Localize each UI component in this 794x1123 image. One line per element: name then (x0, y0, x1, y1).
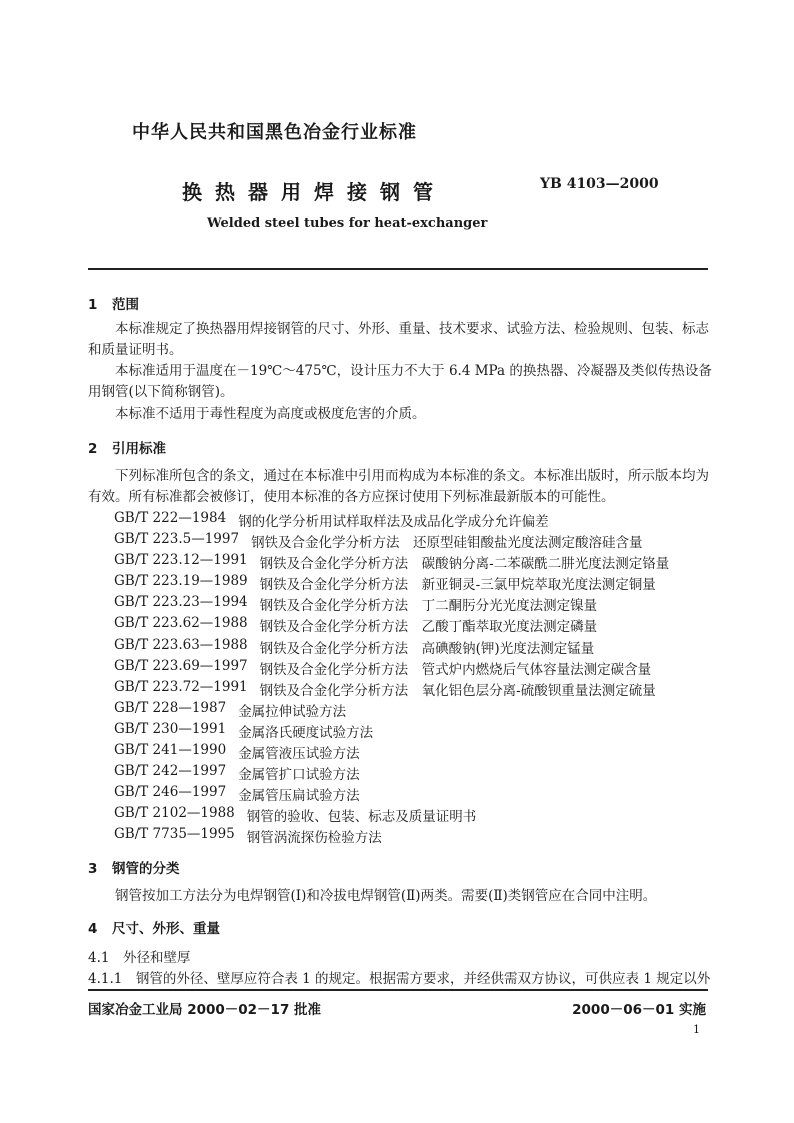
reference-code: GB/T 230—1991 (114, 720, 227, 737)
section-1-paragraph-2: 本标准适用于温度在－19℃～475℃，设计压力不大于 6.4 MPa 的换热器、冷凝器及类似传热设备用钢管(以下简称钢管)。 (88, 363, 712, 400)
section-1-title: 范围 (112, 297, 139, 313)
reference-code: GB/T 223.23—1994 (114, 594, 248, 611)
english-title: Welded steel tubes for heat-exchanger (207, 216, 488, 231)
reference-code: GB/T 223.12—1991 (114, 552, 248, 569)
reference-row (114, 721, 669, 742)
reference-code: GB/T 2102—1988 (114, 805, 235, 822)
section-3-heading (88, 857, 180, 877)
reference-row (114, 658, 669, 679)
reference-title: 钢铁及合金化学分析方法 碳酸钠分离-二苯碳酰二肼光度法测定铬量 (259, 556, 670, 573)
reference-title: 钢管的验收、包装、标志及质量证明书 (246, 809, 477, 826)
reference-row (114, 700, 669, 721)
section-4-title: 尺寸、外形、重量 (112, 921, 220, 937)
reference-code: GB/T 223.72—1991 (114, 678, 248, 695)
section-2-number: 2 (88, 441, 98, 457)
reference-row (114, 679, 669, 700)
reference-title: 钢的化学分析用试样取样法及成品化学成分允许偏差 (238, 514, 549, 530)
section-1-paragraph-3: 本标准不适用于毒性程度为高度或极度危害的介质。 (115, 406, 426, 422)
header-divider (88, 268, 708, 270)
reference-row (114, 742, 669, 763)
reference-list (114, 510, 669, 848)
section-4-heading (88, 917, 220, 937)
effective-date: 2000－06－01 实施 (572, 1002, 706, 1018)
reference-code: GB/T 241—1990 (114, 742, 227, 759)
reference-row (114, 594, 669, 615)
section-1-paragraph-1: 本标准规定了换热器用焊接钢管的尺寸、外形、重量、技术要求、试验方法、检验规则、包装、标志和质量证明书。 (88, 321, 709, 358)
section-3-paragraph-1: 钢管按加工方法分为电焊钢管(Ⅰ)和冷拔电焊钢管(Ⅱ)两类。需要(Ⅱ)类钢管应在合同中注明。 (115, 888, 657, 904)
reference-title: 钢铁及合金化学分析方法 高碘酸钠(钾)光度法测定锰量 (259, 640, 595, 657)
reference-code: GB/T 223.5—1997 (114, 531, 240, 548)
reference-title: 钢铁及合金化学分析方法 还原型硅钼酸盐光度法测定酸溶硅含量 (251, 535, 643, 552)
footer-divider (88, 989, 708, 991)
reference-row (114, 615, 669, 636)
reference-code: GB/T 222—1984 (114, 510, 227, 526)
reference-title: 金属管液压试验方法 (238, 746, 360, 763)
subsection-4-1-title: 外径和壁厚 (122, 950, 191, 966)
reference-title: 钢铁及合金化学分析方法 丁二酮肟分光光度法测定镍量 (259, 598, 598, 615)
section-3-number: 3 (88, 861, 98, 877)
section-2-paragraph-1: 下列标准所包含的条文，通过在本标准中引用而构成为本标准的条文。本标准出版时，所示版本均为有效。所有标准都会被修订，使用本标准的各方应探讨使用下列标准最新版本的可能性。 (88, 468, 709, 505)
reference-title: 金属管扩口试验方法 (238, 767, 360, 784)
section-1-number: 1 (88, 297, 98, 313)
subsection-4-1 (88, 946, 190, 966)
section-2-title: 引用标准 (112, 441, 166, 457)
reference-code: GB/T 223.69—1997 (114, 657, 248, 674)
reference-title: 金属拉伸试验方法 (238, 703, 347, 720)
section-3-title: 钢管的分类 (112, 861, 180, 877)
reference-row (114, 826, 669, 847)
standard-code: YB 4103—2000 (540, 176, 659, 192)
reference-row (114, 805, 669, 826)
reference-row (114, 763, 669, 784)
reference-title: 钢铁及合金化学分析方法 新亚铜灵-三氯甲烷萃取光度法测定铜量 (259, 577, 656, 594)
reference-code: GB/T 242—1997 (114, 763, 227, 780)
section-4-number: 4 (88, 921, 98, 937)
section-1-heading (88, 293, 139, 313)
reference-row (114, 637, 669, 658)
reference-title: 金属管压扁试验方法 (238, 788, 360, 805)
subsection-4-1-number: 4.1 (88, 950, 110, 966)
reference-title: 钢铁及合金化学分析方法 氧化铝色层分离-硫酸钡重量法测定硫量 (259, 682, 656, 699)
reference-title: 钢铁及合金化学分析方法 管式炉内燃烧后气体容量法测定碳含量 (259, 661, 652, 678)
subsection-4-1-1 (88, 967, 710, 987)
reference-row (114, 531, 669, 552)
reference-title: 钢管涡流探伤检验方法 (246, 830, 382, 847)
reference-row (114, 784, 669, 805)
reference-code: GB/T 228—1987 (114, 699, 227, 716)
reference-code: GB/T 223.19—1989 (114, 573, 248, 590)
reference-code: GB/T 7735—1995 (114, 826, 235, 843)
reference-code: GB/T 223.62—1988 (114, 615, 248, 632)
subsection-4-1-1-number: 4.1.1 (88, 971, 123, 987)
standard-title: 中华人民共和国黑色冶金行业标准 (132, 122, 417, 143)
reference-code: GB/T 246—1997 (114, 784, 227, 801)
reference-row (114, 510, 669, 531)
approval-info: 国家冶金工业局 2000－02－17 批准 (88, 1002, 322, 1018)
reference-row (114, 552, 669, 573)
reference-row (114, 573, 669, 594)
document-title: 换热器用焊接钢管 (182, 180, 446, 204)
page-number: 1 (693, 1023, 700, 1036)
reference-code: GB/T 223.63—1988 (114, 636, 248, 653)
subsection-4-1-1-text: 钢管的外径、壁厚应符合表 1 的规定。根据需方要求，并经供需双方协议，可供应表 1 规定以外 (135, 971, 711, 987)
reference-title: 钢铁及合金化学分析方法 乙酸丁酯萃取光度法测定磷量 (259, 619, 598, 636)
reference-title: 金属洛氏硬度试验方法 (238, 724, 374, 741)
section-2-heading (88, 437, 166, 457)
